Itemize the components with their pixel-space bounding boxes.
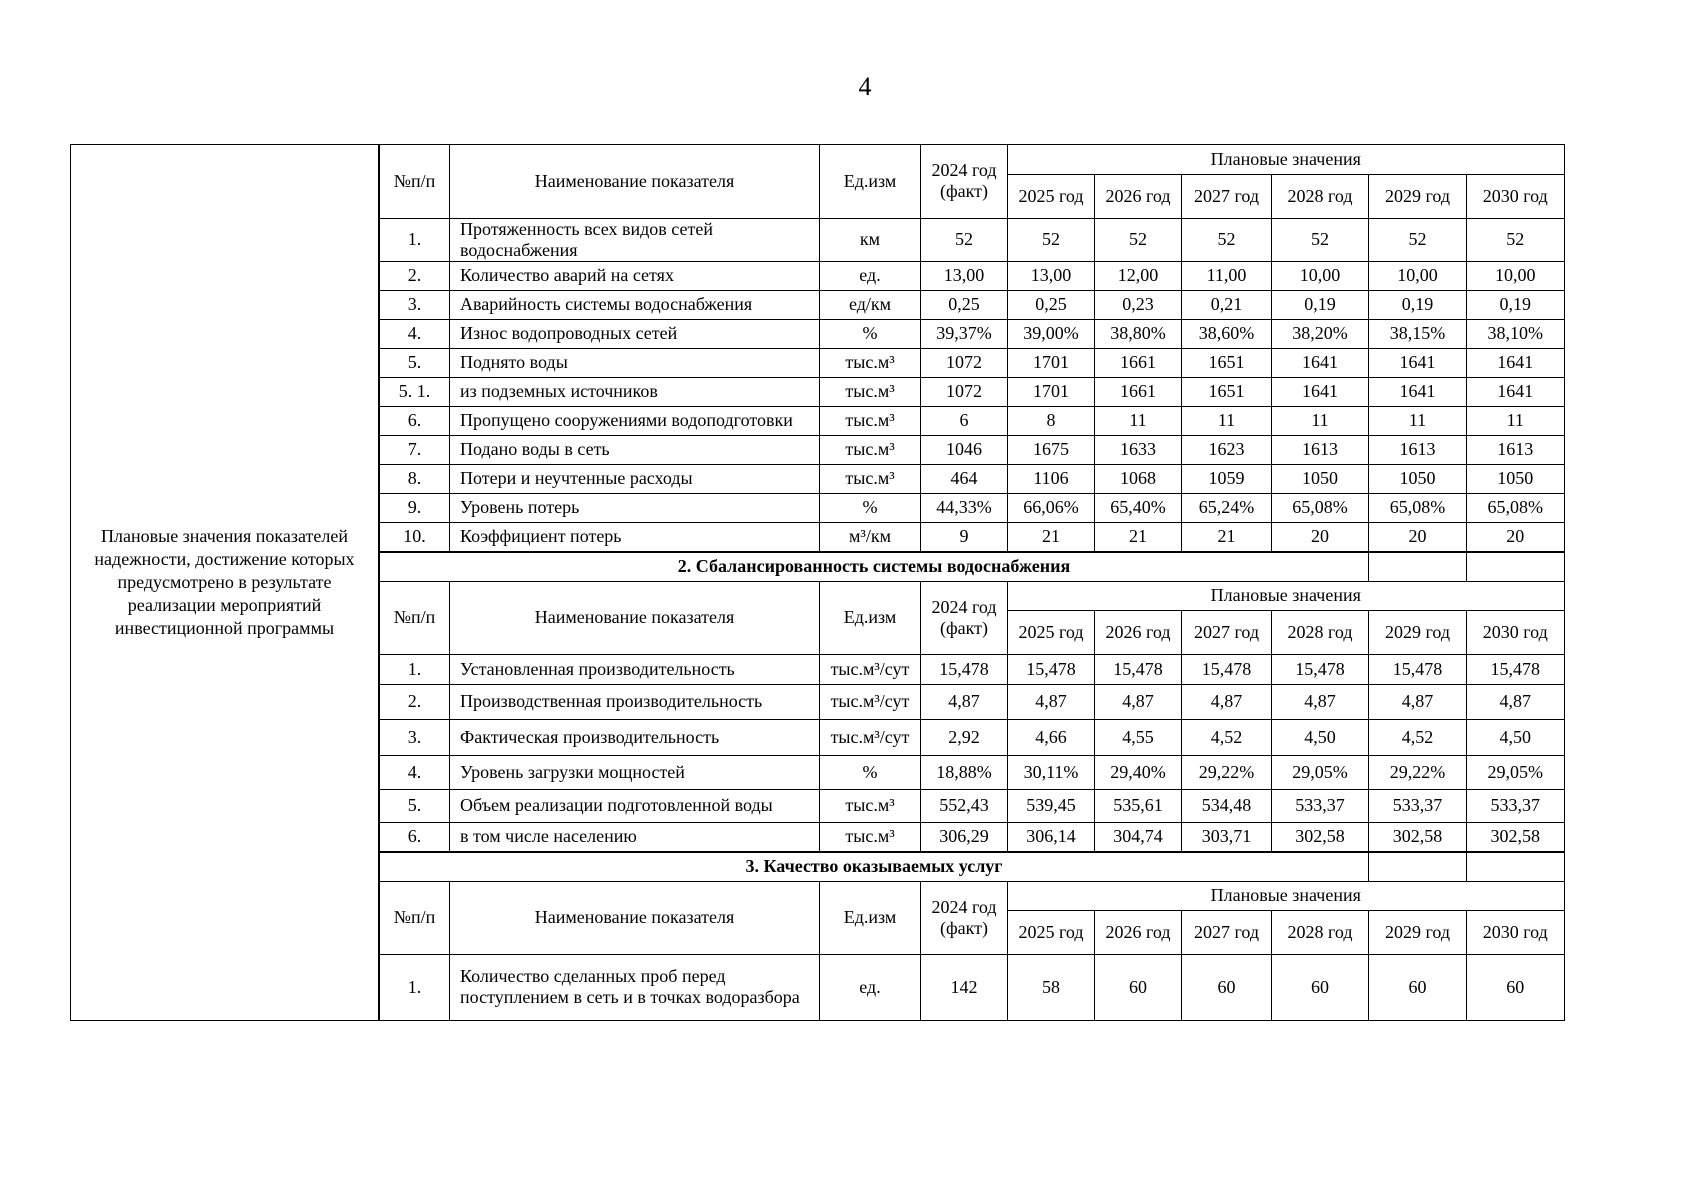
value-plan: 20 (1272, 522, 1369, 552)
header-row (380, 881, 1564, 910)
row-unit: тыс.м³ (820, 435, 921, 464)
section-title-row (380, 852, 1564, 881)
value-plan: 304,74 (1095, 822, 1182, 852)
value-plan: 1623 (1182, 435, 1272, 464)
indicators-table (379, 145, 1564, 1020)
value-plan: 39,00% (1008, 319, 1095, 348)
value-plan: 38,10% (1467, 319, 1564, 348)
value-plan: 65,08% (1369, 493, 1467, 522)
value-plan: 1661 (1095, 377, 1182, 406)
value-plan: 4,87 (1272, 684, 1369, 719)
header-year: 2029 год (1369, 910, 1467, 954)
empty-cell (1467, 552, 1564, 581)
value-plan: 1068 (1095, 464, 1182, 493)
header-year: 2030 год (1467, 910, 1564, 954)
header-year: 2026 год (1095, 174, 1182, 218)
header-year: 2030 год (1467, 610, 1564, 654)
row-num: 2. (380, 261, 450, 290)
header-name: Наименование показателя (450, 581, 820, 654)
header-num: №п/п (380, 581, 450, 654)
value-plan: 1641 (1272, 377, 1369, 406)
value-plan: 11 (1272, 406, 1369, 435)
value-plan: 533,37 (1467, 789, 1564, 822)
row-num: 4. (380, 319, 450, 348)
value-plan: 11 (1182, 406, 1272, 435)
header-unit: Ед.изм (820, 145, 921, 218)
header-year: 2029 год (1369, 174, 1467, 218)
row-num: 10. (380, 522, 450, 552)
table-row (380, 719, 1564, 755)
value-plan: 38,60% (1182, 319, 1272, 348)
value-fact: 464 (921, 464, 1008, 493)
table-row (380, 290, 1564, 319)
header-num: №п/п (380, 145, 450, 218)
row-name: из подземных источников (450, 377, 820, 406)
value-plan: 539,45 (1008, 789, 1095, 822)
value-plan: 1661 (1095, 348, 1182, 377)
value-plan: 15,478 (1369, 654, 1467, 684)
table-row (380, 319, 1564, 348)
value-plan: 1641 (1369, 377, 1467, 406)
section-title-row (380, 552, 1564, 581)
row-unit: % (820, 493, 921, 522)
value-plan: 21 (1182, 522, 1272, 552)
value-plan: 65,24% (1182, 493, 1272, 522)
row-num: 5. (380, 789, 450, 822)
value-plan: 1106 (1008, 464, 1095, 493)
header-year: 2028 год (1272, 610, 1369, 654)
value-plan: 10,00 (1369, 261, 1467, 290)
header-year: 2027 год (1182, 174, 1272, 218)
value-plan: 38,80% (1095, 319, 1182, 348)
header-year: 2025 год (1008, 610, 1095, 654)
value-plan: 11,00 (1182, 261, 1272, 290)
value-plan: 1059 (1182, 464, 1272, 493)
table-row (380, 377, 1564, 406)
header-fact: 2024 год (факт) (921, 581, 1008, 654)
row-unit: км (820, 218, 921, 261)
value-plan: 303,71 (1182, 822, 1272, 852)
value-plan: 11 (1095, 406, 1182, 435)
table-row (380, 261, 1564, 290)
row-name: Подано воды в сеть (450, 435, 820, 464)
table-row (380, 435, 1564, 464)
row-unit: тыс.м³/сут (820, 654, 921, 684)
row-num: 5. 1. (380, 377, 450, 406)
header-year: 2026 год (1095, 910, 1182, 954)
header-year: 2025 год (1008, 174, 1095, 218)
value-plan: 60 (1182, 954, 1272, 1020)
row-num: 8. (380, 464, 450, 493)
header-planned: Плановые значения (1008, 881, 1564, 910)
table-row (380, 522, 1564, 552)
value-plan: 20 (1467, 522, 1564, 552)
value-plan: 8 (1008, 406, 1095, 435)
header-year: 2026 год (1095, 610, 1182, 654)
value-plan: 29,22% (1182, 755, 1272, 789)
row-unit: ед. (820, 261, 921, 290)
value-plan: 1641 (1369, 348, 1467, 377)
empty-cell (1369, 852, 1467, 881)
value-plan: 4,66 (1008, 719, 1095, 755)
value-fact: 6 (921, 406, 1008, 435)
header-year: 2027 год (1182, 910, 1272, 954)
section-label-cell: Плановые значения показателей надежности, достижение которых предусмотрено в результате реализации мероприятий инвестиционной программы (71, 145, 379, 1020)
value-plan: 52 (1095, 218, 1182, 261)
value-fact: 552,43 (921, 789, 1008, 822)
row-num: 2. (380, 684, 450, 719)
value-plan: 58 (1008, 954, 1095, 1020)
value-plan: 533,37 (1369, 789, 1467, 822)
row-unit: тыс.м³ (820, 348, 921, 377)
value-plan: 1641 (1467, 348, 1564, 377)
value-plan: 533,37 (1272, 789, 1369, 822)
row-unit: тыс.м³ (820, 822, 921, 852)
value-plan: 11 (1467, 406, 1564, 435)
value-plan: 52 (1272, 218, 1369, 261)
value-plan: 1641 (1467, 377, 1564, 406)
value-plan: 1613 (1369, 435, 1467, 464)
value-plan: 1050 (1369, 464, 1467, 493)
table-row (380, 822, 1564, 852)
row-unit: ед/км (820, 290, 921, 319)
value-plan: 10,00 (1272, 261, 1369, 290)
table-row (380, 684, 1564, 719)
value-plan: 15,478 (1095, 654, 1182, 684)
value-plan: 4,87 (1467, 684, 1564, 719)
row-unit: м³/км (820, 522, 921, 552)
section-title: 3. Качество оказываемых услуг (380, 852, 1369, 881)
value-plan: 60 (1369, 954, 1467, 1020)
row-unit: % (820, 319, 921, 348)
value-plan: 302,58 (1467, 822, 1564, 852)
header-planned: Плановые значения (1008, 581, 1564, 610)
row-name: в том числе населению (450, 822, 820, 852)
value-fact: 1072 (921, 377, 1008, 406)
value-plan: 1641 (1272, 348, 1369, 377)
row-num: 4. (380, 755, 450, 789)
value-plan: 52 (1008, 218, 1095, 261)
value-plan: 1613 (1467, 435, 1564, 464)
value-plan: 4,87 (1182, 684, 1272, 719)
page-number: 4 (858, 72, 872, 101)
row-num: 3. (380, 719, 450, 755)
row-name: Поднято воды (450, 348, 820, 377)
value-plan: 65,08% (1272, 493, 1369, 522)
table-row (380, 755, 1564, 789)
value-plan: 1651 (1182, 377, 1272, 406)
row-num: 6. (380, 406, 450, 435)
value-plan: 306,14 (1008, 822, 1095, 852)
value-plan: 1613 (1272, 435, 1369, 464)
value-plan: 1050 (1272, 464, 1369, 493)
table-row (380, 348, 1564, 377)
value-plan: 4,50 (1272, 719, 1369, 755)
value-plan: 21 (1095, 522, 1182, 552)
value-plan: 4,87 (1008, 684, 1095, 719)
value-plan: 0,25 (1008, 290, 1095, 319)
value-plan: 302,58 (1369, 822, 1467, 852)
value-plan: 0,19 (1467, 290, 1564, 319)
value-plan: 11 (1369, 406, 1467, 435)
row-num: 1. (380, 218, 450, 261)
header-unit: Ед.изм (820, 581, 921, 654)
row-unit: тыс.м³/сут (820, 684, 921, 719)
value-plan: 534,48 (1182, 789, 1272, 822)
header-year: 2028 год (1272, 174, 1369, 218)
row-unit: % (820, 755, 921, 789)
value-plan: 52 (1467, 218, 1564, 261)
table-row (380, 218, 1564, 261)
row-name: Производственная производительность (450, 684, 820, 719)
row-name: Количество аварий на сетях (450, 261, 820, 290)
header-row (380, 581, 1564, 610)
value-plan: 1633 (1095, 435, 1182, 464)
row-name: Фактическая производительность (450, 719, 820, 755)
value-plan: 10,00 (1467, 261, 1564, 290)
value-plan: 1651 (1182, 348, 1272, 377)
row-unit: тыс.м³ (820, 464, 921, 493)
header-row (380, 145, 1564, 174)
value-plan: 20 (1369, 522, 1467, 552)
value-plan: 0,19 (1272, 290, 1369, 319)
header-planned: Плановые значения (1008, 145, 1564, 174)
value-fact: 142 (921, 954, 1008, 1020)
value-plan: 29,22% (1369, 755, 1467, 789)
value-plan: 4,52 (1369, 719, 1467, 755)
value-plan: 4,55 (1095, 719, 1182, 755)
value-plan: 60 (1272, 954, 1369, 1020)
value-plan: 38,20% (1272, 319, 1369, 348)
header-year: 2028 год (1272, 910, 1369, 954)
row-name: Протяженность всех видов сетей водоснабжения (450, 218, 820, 261)
value-plan: 15,478 (1182, 654, 1272, 684)
empty-cell (1467, 852, 1564, 881)
header-num: №п/п (380, 881, 450, 954)
value-fact: 39,37% (921, 319, 1008, 348)
header-year: 2030 год (1467, 174, 1564, 218)
row-num: 1. (380, 954, 450, 1020)
row-num: 7. (380, 435, 450, 464)
row-unit: тыс.м³ (820, 377, 921, 406)
value-fact: 52 (921, 218, 1008, 261)
value-plan: 60 (1467, 954, 1564, 1020)
value-fact: 13,00 (921, 261, 1008, 290)
value-plan: 4,87 (1369, 684, 1467, 719)
row-name: Уровень загрузки мощностей (450, 755, 820, 789)
row-name: Потери и неучтенные расходы (450, 464, 820, 493)
value-plan: 0,19 (1369, 290, 1467, 319)
table-row (380, 493, 1564, 522)
value-plan: 1701 (1008, 348, 1095, 377)
value-plan: 12,00 (1095, 261, 1182, 290)
table-row (380, 654, 1564, 684)
section-title: 2. Сбалансированность системы водоснабжения (380, 552, 1369, 581)
value-plan: 29,05% (1467, 755, 1564, 789)
row-unit: ед. (820, 954, 921, 1020)
row-unit: тыс.м³/сут (820, 719, 921, 755)
row-num: 6. (380, 822, 450, 852)
value-plan: 21 (1008, 522, 1095, 552)
value-plan: 4,52 (1182, 719, 1272, 755)
value-plan: 29,05% (1272, 755, 1369, 789)
indicators-table-frame (70, 144, 1565, 1021)
row-unit: тыс.м³ (820, 406, 921, 435)
row-num: 3. (380, 290, 450, 319)
row-name: Количество сделанных проб перед поступлением в сеть и в точках водоразбора (450, 954, 820, 1020)
header-name: Наименование показателя (450, 145, 820, 218)
value-plan: 65,08% (1467, 493, 1564, 522)
value-plan: 13,00 (1008, 261, 1095, 290)
header-fact: 2024 год (факт) (921, 881, 1008, 954)
value-fact: 1046 (921, 435, 1008, 464)
value-plan: 52 (1182, 218, 1272, 261)
row-name: Уровень потерь (450, 493, 820, 522)
header-year: 2029 год (1369, 610, 1467, 654)
value-plan: 38,15% (1369, 319, 1467, 348)
row-num: 9. (380, 493, 450, 522)
value-fact: 44,33% (921, 493, 1008, 522)
value-plan: 4,50 (1467, 719, 1564, 755)
value-fact: 15,478 (921, 654, 1008, 684)
header-year: 2027 год (1182, 610, 1272, 654)
value-plan: 302,58 (1272, 822, 1369, 852)
value-plan: 535,61 (1095, 789, 1182, 822)
value-plan: 30,11% (1008, 755, 1095, 789)
table-row (380, 954, 1564, 1020)
header-unit: Ед.изм (820, 881, 921, 954)
row-name: Объем реализации подготовленной воды (450, 789, 820, 822)
value-plan: 29,40% (1095, 755, 1182, 789)
value-fact: 2,92 (921, 719, 1008, 755)
value-plan: 15,478 (1272, 654, 1369, 684)
value-plan: 15,478 (1467, 654, 1564, 684)
row-name: Установленная производительность (450, 654, 820, 684)
value-plan: 65,40% (1095, 493, 1182, 522)
table-row (380, 464, 1564, 493)
value-plan: 0,21 (1182, 290, 1272, 319)
value-plan: 15,478 (1008, 654, 1095, 684)
header-name: Наименование показателя (450, 881, 820, 954)
value-plan: 60 (1095, 954, 1182, 1020)
value-plan: 52 (1369, 218, 1467, 261)
value-fact: 1072 (921, 348, 1008, 377)
header-fact: 2024 год (факт) (921, 145, 1008, 218)
value-fact: 4,87 (921, 684, 1008, 719)
row-name: Пропущено сооружениями водоподготовки (450, 406, 820, 435)
row-name: Аварийность системы водоснабжения (450, 290, 820, 319)
value-plan: 4,87 (1095, 684, 1182, 719)
row-unit: тыс.м³ (820, 789, 921, 822)
value-plan: 1050 (1467, 464, 1564, 493)
row-num: 5. (380, 348, 450, 377)
value-fact: 18,88% (921, 755, 1008, 789)
value-plan: 1675 (1008, 435, 1095, 464)
table-row (380, 406, 1564, 435)
row-num: 1. (380, 654, 450, 684)
table-row (380, 789, 1564, 822)
value-fact: 9 (921, 522, 1008, 552)
value-plan: 66,06% (1008, 493, 1095, 522)
value-fact: 0,25 (921, 290, 1008, 319)
value-plan: 1701 (1008, 377, 1095, 406)
value-fact: 306,29 (921, 822, 1008, 852)
row-name: Коэффициент потерь (450, 522, 820, 552)
row-name: Износ водопроводных сетей (450, 319, 820, 348)
header-year: 2025 год (1008, 910, 1095, 954)
empty-cell (1369, 552, 1467, 581)
value-plan: 0,23 (1095, 290, 1182, 319)
